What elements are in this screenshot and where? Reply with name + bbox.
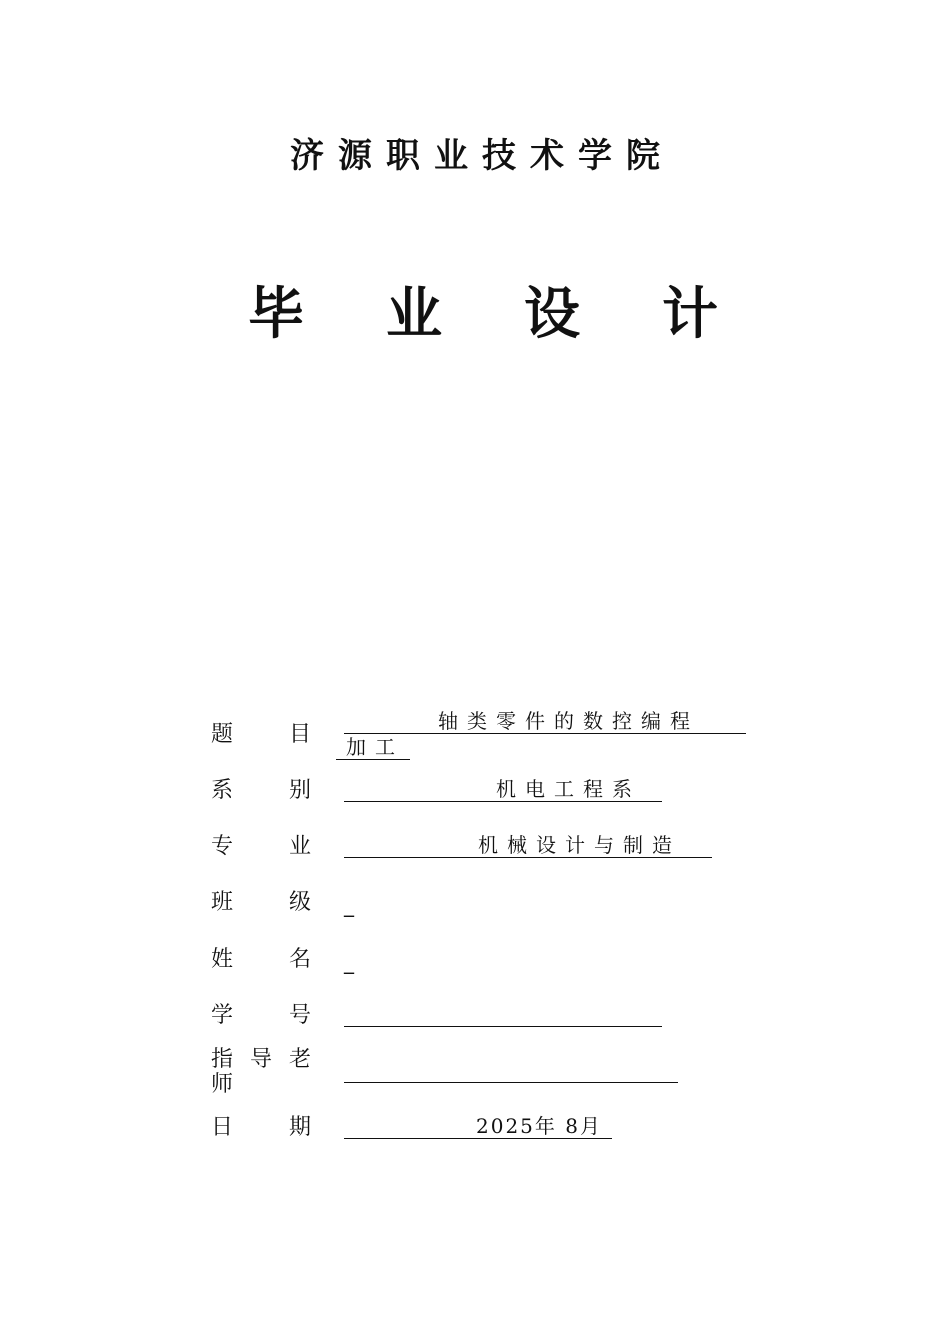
advisor-label: 指 导 老 [211,1047,311,1072]
name-label: 姓 名 [211,947,311,972]
topic-value-line2: 加工 [336,734,410,760]
major-value: 机械设计与制造 [344,832,712,858]
topic-label: 题 目 [211,722,311,747]
title-char: 设 [524,282,580,347]
title-char: 业 [386,282,442,347]
major-label: 专 业 [211,834,311,859]
title-char: 毕 [248,282,304,347]
main-title [248,280,718,350]
topic-value-line1: 轴类零件的数控编程 [344,708,746,734]
advisor-label-tail: 师 [211,1072,234,1097]
department-label: 系 别 [211,778,311,803]
advisor-value [344,1056,678,1083]
name-value: _ [344,950,354,974]
date-label: 日 期 [211,1115,311,1140]
student-id-label: 学 号 [211,1003,311,1028]
school-name: 济源职业技术学院 [290,136,674,176]
class-label: 班 级 [211,890,311,915]
date-value: 2025年 8月 [344,1113,612,1139]
title-char: 计 [662,282,718,347]
department-value: 机电工程系 [344,776,662,802]
student-id-value [344,1000,662,1027]
class-value: _ [344,893,354,917]
